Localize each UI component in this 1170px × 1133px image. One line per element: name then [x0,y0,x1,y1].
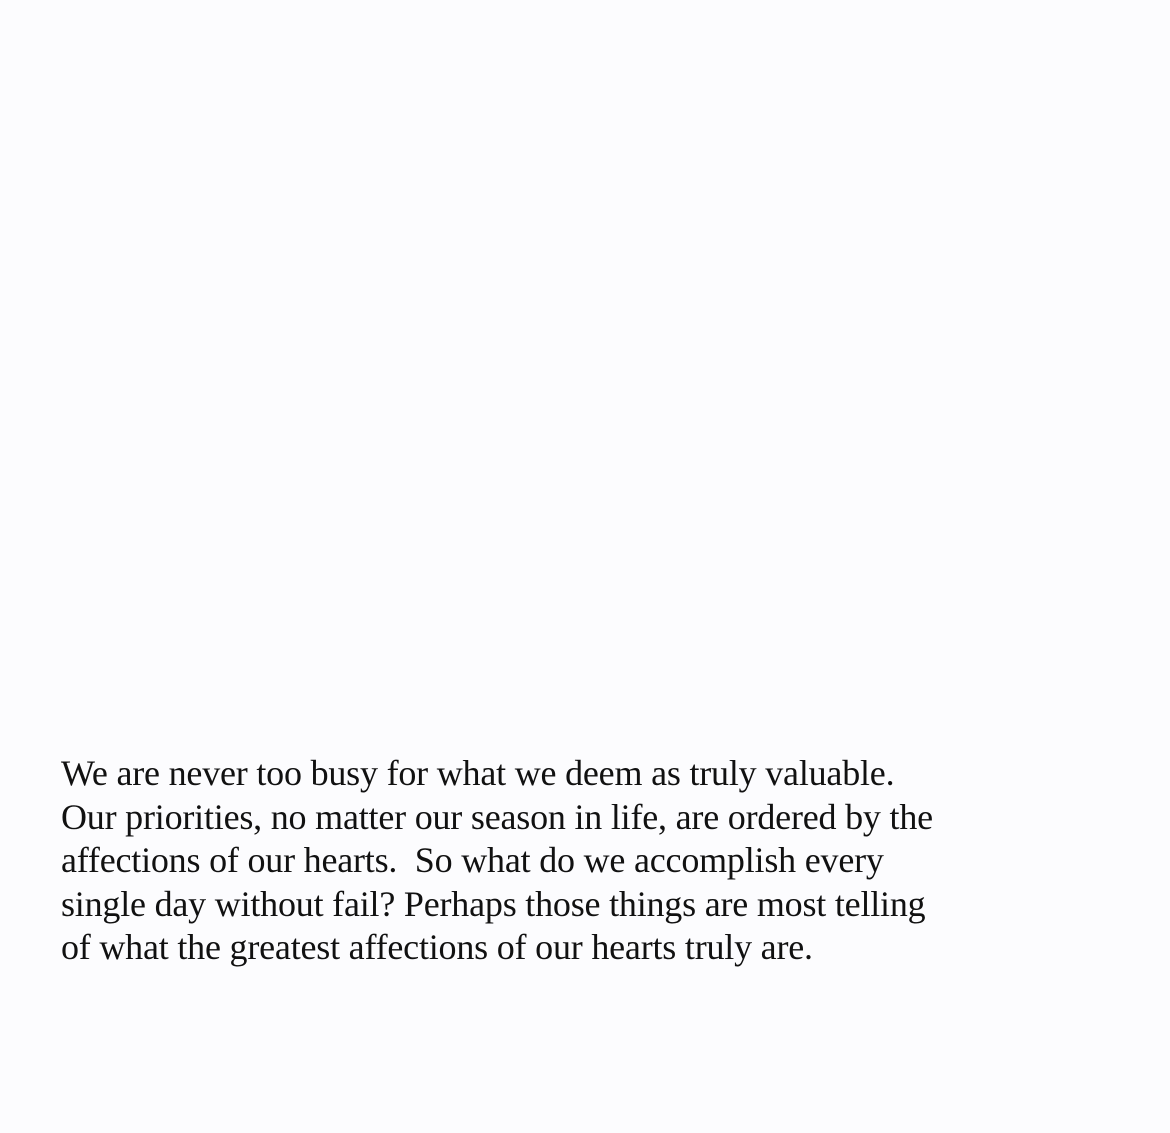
quote-line-3: affections of our hearts. So what do we accomplish every [61,840,884,880]
quote-text-block [61,752,1121,970]
quote-line-5: of what the greatest affections of our hearts truly are. [61,927,813,967]
quote-line-1: We are never too busy for what we deem as truly valuable. [61,753,895,793]
quote-line-4: single day without fail? Perhaps those things are most telling [61,883,926,924]
quote-line-2: Our priorities, no matter our season in life, are ordered by the [61,796,933,837]
